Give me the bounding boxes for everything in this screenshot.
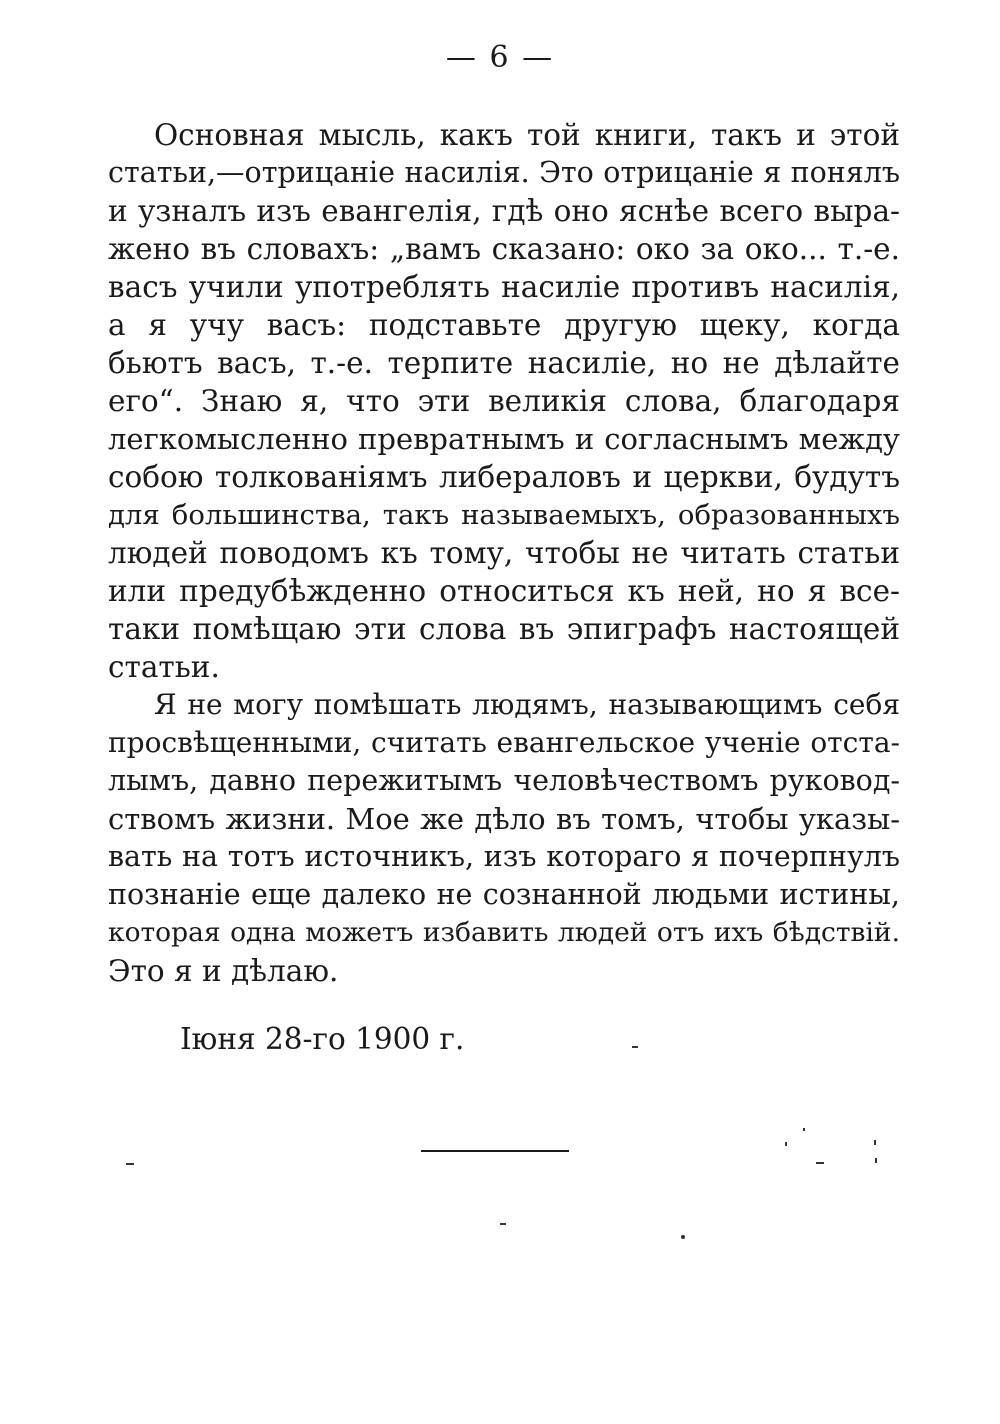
text-line: статьи. (108, 650, 220, 684)
section-divider (421, 1150, 569, 1152)
paragraph-2 (108, 686, 900, 990)
scan-speck (785, 1142, 787, 1146)
text-line: которая одна можетъ избавить людей отъ ихъ бѣдствій. (108, 917, 900, 948)
scan-speck (803, 1128, 805, 1131)
body-text (108, 116, 900, 990)
text-line: Я не могу помѣшать людямъ, называющимъ себя (154, 688, 900, 721)
text-line: жено въ словахъ: „вамъ сказано: око за око... т.-е. (108, 232, 900, 266)
text-line: познаніе еще далеко не сознанной людьми истины, (108, 878, 900, 911)
text-line: таки помѣщаю эти слова въ эпиграфъ настоящей (108, 612, 900, 646)
text-line: васъ учили употреблять насиліе противъ насилія, (108, 270, 900, 304)
text-line: Это я и дѣлаю. (108, 954, 339, 988)
scan-speck (875, 1158, 877, 1163)
text-line: и узналъ изъ евангелія, гдѣ оно яснѣе всего выра- (108, 194, 900, 228)
scan-speck (681, 1235, 685, 1239)
text-line: бьютъ васъ, т.-е. терпите насиліе, но не дѣлайте (108, 346, 900, 380)
text-line: ствомъ жизни. Мое же дѣло въ томъ, чтобы указы- (108, 802, 900, 836)
text-line: лымъ, давно пережитымъ человѣчествомъ руковод- (108, 764, 900, 797)
text-line: легкомысленно превратнымъ и согласнымъ между (108, 422, 900, 456)
text-line: его“. Знаю я, что эти великія слова, благодаря (108, 384, 900, 418)
paragraph-1 (108, 116, 900, 686)
scan-speck (126, 1163, 134, 1165)
scan-speck (816, 1162, 824, 1164)
text-line: для большинства, такъ называемыхъ, образованныхъ (108, 499, 900, 531)
text-line: а я учу васъ: подставьте другую щеку, когда (108, 308, 900, 342)
date-line: Іюня 28-го 1900 г. (180, 1022, 465, 1056)
text-line: вать на тотъ источникъ, изъ котораго я почерпнулъ (108, 840, 900, 873)
text-line: Основная мысль, какъ той книги, такъ и этой (154, 118, 900, 152)
scan-speck (874, 1140, 876, 1145)
text-line: или предубѣжденно относиться къ ней, но я все- (108, 574, 900, 608)
text-line: людей поводомъ къ тому, чтобы не читать статьи (108, 536, 900, 570)
text-line: собою толкованіямъ либераловъ и церкви, будутъ (108, 460, 900, 494)
scan-speck (500, 1223, 506, 1225)
page-number: — 6 — (445, 40, 555, 75)
text-line: статьи,—отрицаніе насилія. Это отрицаніе я понялъ (108, 156, 900, 189)
text-line: просвѣщенными, считать евангельское ученіе отста- (108, 726, 900, 759)
scan-speck (632, 1046, 638, 1048)
